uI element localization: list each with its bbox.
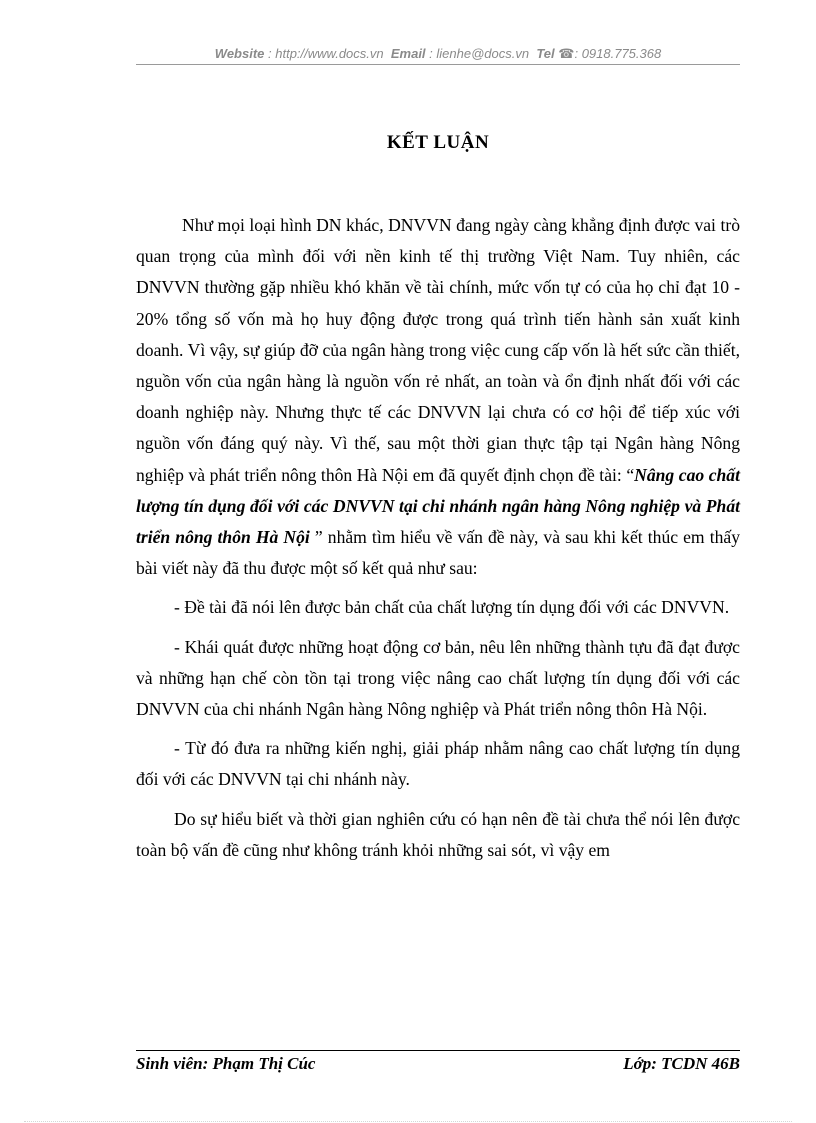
result-item-1: - Đề tài đã nói lên được bản chất của chất lượng tín dụng đối với các DNVVN.: [174, 597, 730, 618]
paragraph-closing: Do sự hiểu biết và thời gian nghiên cứu có hạn nên đề tài chưa thể nói lên được toàn bộ vấn đề cũng như không tránh khỏi những sai sót, vì vậy em: [136, 808, 740, 860]
website-label: Website: [214, 46, 265, 61]
page-title: KẾT LUẬN: [386, 132, 490, 153]
page-bottom-border: [24, 1121, 792, 1122]
tel-label: Tel: [536, 46, 555, 61]
document-body: [136, 210, 740, 874]
result-item-2: - Khái quát được những hoạt động cơ bản, nêu lên những thành tựu đã đạt được và những hạn chế còn tồn tại trong việc nâng cao chất lượng tín dụng đối với các DNVVN của chi nhánh Ngân hàng Nông nghiệp và Phát triển nông thôn Hà Nội.: [136, 636, 740, 720]
tel-number: : 0918.775.368: [574, 46, 662, 61]
footer-divider: [136, 1050, 740, 1051]
student-name: Sinh viên: Phạm Thị Cúc: [136, 1054, 316, 1073]
phone-icon: ☎: [558, 46, 575, 61]
email-address: : lienhe@docs.vn: [429, 46, 530, 61]
result-item-3: - Từ đó đưa ra những kiến nghị, giải pháp nhằm nâng cao chất lượng tín dụng đối với các DNVVN tại chi nhánh này.: [136, 738, 740, 790]
intro-text: Như mọi loại hình DN khác, DNVVN đang ngày càng khẳng định được vai trò quan trọng của mình đối với nền kinh tế thị trường Việt Nam. Tuy nhiên, các DNVVN thường gặp nhiều khó khăn về tài chính, mức vốn tự có của họ chỉ đạt 10 - 20% tổng số vốn mà họ huy động được trong quá trình tiến hành sản xuất kinh doanh. Vì vậy, sự giúp đỡ của ngân hàng trong việc cung cấp vốn là hết sức cần thiết, nguồn vốn của ngân hàng là nguồn vốn rẻ nhất, an toàn và ổn định nhất đối với các doanh nghiệp này. Nhưng thực tế các DNVVN lại chưa có cơ hội để tiếp xúc với nguồn vốn đáng quý này. Vì thế, sau một thời gian thực tập tại Ngân hàng Nông nghiệp và phát triển nông thôn Hà Nội em đã quyết định chọn đề tài: “: [136, 215, 740, 485]
intro-text-end: ” nhằm tìm hiểu về vấn đề này, và sau khi kết thúc em thấy bài viết này đã thu được một số kết quả như sau:: [136, 527, 740, 579]
class-name: Lớp: TCDN 46B: [623, 1054, 740, 1073]
website-url: : http://www.docs.vn: [268, 46, 384, 61]
page-header: [136, 46, 740, 62]
thesis-topic: Nâng cao chất lượng tín dụng đối với các DNVVN tại chi nhánh ngân hàng Nông nghiệp và Phát triển nông thôn Hà Nội: [136, 464, 740, 548]
email-label: Email: [390, 46, 426, 61]
paragraph-intro: [136, 210, 740, 584]
page-footer: [136, 1054, 740, 1074]
header-divider: [136, 64, 740, 65]
